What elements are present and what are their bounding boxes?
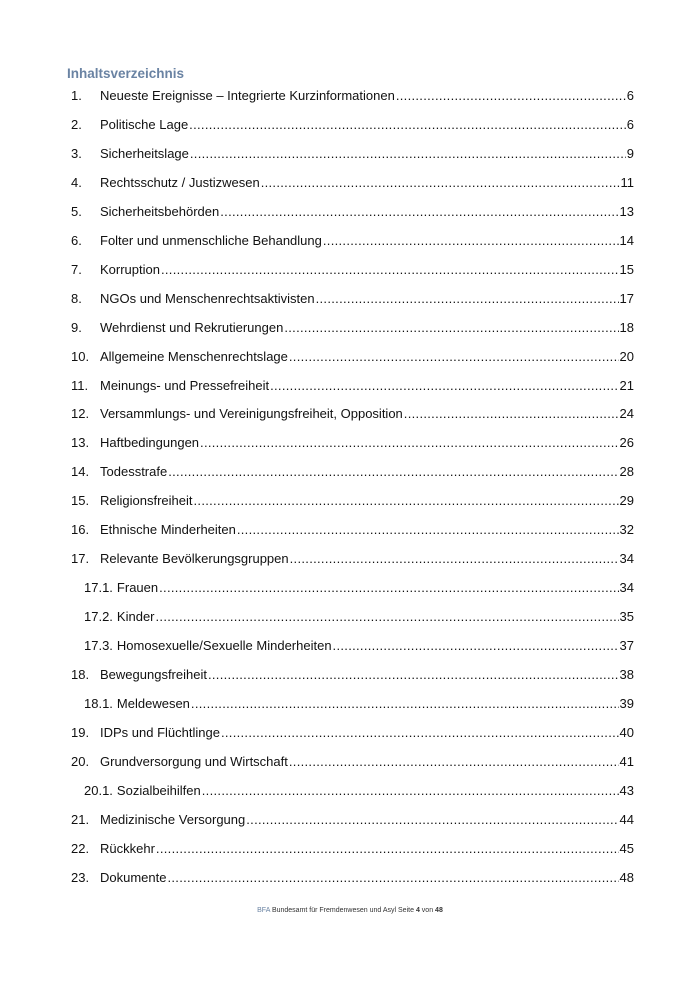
toc-entry-number: 8. <box>71 290 82 306</box>
toc-entry-number: 10. <box>71 348 90 364</box>
toc-entry-number: 19. <box>71 724 90 740</box>
toc-entry-title[interactable]: Versammlungs- und Vereinigungsfreiheit, Opposition <box>100 406 403 422</box>
dot-leader <box>208 667 619 682</box>
toc-entry-number: 17. <box>71 551 90 567</box>
toc-entry[interactable] <box>71 320 634 349</box>
toc-entry-number: 22. <box>71 840 90 856</box>
dot-leader <box>246 812 618 827</box>
toc-entry-page: 48 <box>619 869 634 885</box>
toc-entry-page: 35 <box>619 609 634 625</box>
toc-entry-number: 2. <box>71 116 82 132</box>
toc-entry[interactable] <box>71 88 634 117</box>
dot-leader <box>404 406 619 421</box>
dot-leader <box>159 580 618 595</box>
toc-entry[interactable] <box>71 146 634 175</box>
toc-entry[interactable] <box>71 175 634 204</box>
toc-entry-title[interactable]: Folter und unmenschliche Behandlung <box>100 232 322 248</box>
toc-entry-number: 6. <box>71 232 82 248</box>
toc-entry-page: 21 <box>619 377 634 393</box>
toc-entry-title[interactable]: Ethnische Minderheiten <box>100 522 236 538</box>
toc-entry-title[interactable]: Grundversorgung und Wirtschaft <box>100 753 288 769</box>
toc-entry[interactable] <box>71 493 634 522</box>
toc-entry-number: 5. <box>71 203 82 219</box>
toc-entry-number: 9. <box>71 319 82 335</box>
toc-entry-page: 13 <box>619 203 634 219</box>
dot-leader <box>284 320 618 335</box>
toc-entry-number: 18. <box>71 667 90 683</box>
toc-entry-page: 41 <box>619 753 634 769</box>
dot-leader <box>289 349 619 364</box>
toc-entry[interactable] <box>71 870 634 899</box>
toc-entry-number: 18.1. <box>84 696 113 712</box>
toc-entry[interactable] <box>71 754 634 783</box>
dot-leader <box>220 204 618 219</box>
toc-entry-title[interactable]: Sicherheitsbehörden <box>100 203 220 219</box>
toc-entry-title[interactable]: Kinder <box>116 609 155 625</box>
toc-entry-title[interactable]: Meldewesen <box>116 696 190 712</box>
toc-entry-title[interactable]: Todesstrafe <box>100 464 168 480</box>
dot-leader <box>290 551 619 566</box>
toc-entry-number: 16. <box>71 522 90 538</box>
dot-leader <box>333 638 619 653</box>
toc-entry-title[interactable]: Haftbedingungen <box>100 435 200 451</box>
toc-entry-page: 34 <box>619 580 634 596</box>
dot-leader <box>156 841 619 856</box>
toc-entry-page: 45 <box>619 840 634 856</box>
toc-entry-page: 24 <box>619 406 634 422</box>
toc-entry-title[interactable]: Relevante Bevölkerungsgruppen <box>100 551 289 567</box>
toc-entry-number: 15. <box>71 493 90 509</box>
toc-entry-page: 14 <box>619 232 634 248</box>
toc-entry-number: 17.2. <box>84 609 113 625</box>
toc-entry-page: 34 <box>619 551 634 567</box>
toc-entry-number: 17.1. <box>84 580 113 596</box>
toc-entry-title[interactable]: IDPs und Flüchtlinge <box>100 724 220 740</box>
dot-leader <box>289 754 619 769</box>
page-footer <box>0 907 700 914</box>
toc-entry[interactable] <box>71 117 634 146</box>
dot-leader <box>168 464 618 479</box>
toc-entry[interactable] <box>71 841 634 870</box>
toc-entry-title[interactable]: Frauen <box>116 580 159 596</box>
toc-entry-page: 9 <box>626 145 634 161</box>
toc-entry[interactable] <box>71 638 634 667</box>
dot-leader <box>261 175 620 190</box>
dot-leader <box>161 262 619 277</box>
toc-entry[interactable] <box>71 291 634 320</box>
toc-entry-page: 38 <box>619 667 634 683</box>
dot-leader <box>396 88 626 103</box>
toc-entry-title[interactable]: Neueste Ereignisse – Integrierte Kurzinformationen <box>100 88 395 103</box>
dot-leader <box>189 117 626 132</box>
toc-entry-page: 20 <box>619 348 634 364</box>
toc-entry-title[interactable]: Medizinische Versorgung <box>100 811 246 827</box>
toc-entry-number: 11. <box>71 377 89 393</box>
toc-entry[interactable] <box>71 609 634 638</box>
toc-entry-number: 4. <box>71 174 82 190</box>
toc-entry-number: 1. <box>71 88 82 103</box>
toc-entry-number: 12. <box>71 406 90 422</box>
dot-leader <box>221 725 619 740</box>
toc-entry[interactable] <box>71 406 634 435</box>
toc-entry-page: 44 <box>619 811 634 827</box>
toc-entry-page: 15 <box>619 261 634 277</box>
toc-entry[interactable] <box>71 725 634 754</box>
dot-leader <box>316 291 619 306</box>
toc-entry-page: 40 <box>619 724 634 740</box>
toc-entry[interactable] <box>71 667 634 696</box>
toc-entry-page: 32 <box>619 522 634 538</box>
toc-entry-number: 13. <box>71 435 90 451</box>
toc-entry-number: 20. <box>71 753 90 769</box>
dot-leader <box>191 696 619 711</box>
toc-title: Inhaltsverzeichnis <box>67 66 185 81</box>
toc-entry-number: 21. <box>71 811 90 827</box>
toc-entry-page: 11 <box>620 174 634 190</box>
toc-entry-page: 28 <box>619 464 634 480</box>
toc-entry-page: 6 <box>626 116 634 132</box>
toc-entry[interactable] <box>71 435 634 464</box>
toc-entry[interactable] <box>71 696 634 725</box>
table-of-contents <box>71 88 634 899</box>
toc-entry-title[interactable]: Homosexuelle/Sexuelle Minderheiten <box>116 638 332 654</box>
toc-entry-page: 37 <box>619 638 634 654</box>
toc-entry-title[interactable]: Korruption <box>100 261 160 277</box>
toc-entry[interactable] <box>71 378 634 407</box>
footer-brand: BFA <box>257 907 270 914</box>
toc-entry[interactable] <box>71 783 634 812</box>
dot-leader <box>194 493 619 508</box>
toc-entry-number: 17.3. <box>84 638 113 654</box>
footer-of-label: von <box>421 907 434 914</box>
toc-entry-page: 39 <box>619 696 634 712</box>
toc-entry-title[interactable]: Sicherheitslage <box>100 145 189 161</box>
footer-total-pages: 48 <box>435 907 443 914</box>
toc-entry-page: 18 <box>619 319 634 335</box>
dot-leader <box>167 870 618 885</box>
toc-entry-number: 23. <box>71 869 90 885</box>
toc-entry[interactable] <box>71 233 634 262</box>
toc-entry-title[interactable]: Meinungs- und Pressefreiheit <box>100 377 270 393</box>
toc-entry[interactable] <box>71 464 634 493</box>
toc-entry-page: 29 <box>619 493 634 509</box>
toc-entry-title[interactable]: Dokumente <box>100 869 167 885</box>
dot-leader <box>200 435 619 450</box>
toc-entry-page: 43 <box>619 782 634 798</box>
dot-leader <box>270 378 618 393</box>
dot-leader <box>323 233 619 248</box>
dot-leader <box>156 609 619 624</box>
toc-entry-title[interactable]: Politische Lage <box>100 116 189 132</box>
toc-entry-number: 20.1. <box>84 782 113 798</box>
footer-page-label: Seite <box>398 907 414 914</box>
dot-leader <box>202 783 619 798</box>
footer-page-number: 4 <box>415 907 420 914</box>
toc-entry[interactable] <box>71 551 634 580</box>
footer-org: Bundesamt für Fremdenwesen und Asyl <box>271 907 397 914</box>
toc-entry-title[interactable]: Religionsfreiheit <box>100 493 193 509</box>
toc-entry-page: 17 <box>619 290 634 306</box>
toc-entry-title[interactable]: Sozialbeihilfen <box>116 782 201 798</box>
toc-entry-number: 7. <box>71 261 82 277</box>
toc-entry[interactable] <box>71 262 634 291</box>
toc-entry-title[interactable]: Wehrdienst und Rekrutierungen <box>100 319 284 335</box>
toc-entry-number: 3. <box>71 145 82 161</box>
toc-entry-page: 26 <box>619 435 634 451</box>
toc-entry-title[interactable]: Bewegungsfreiheit <box>100 667 207 683</box>
dot-leader <box>190 146 626 161</box>
toc-entry[interactable] <box>71 580 634 609</box>
toc-entry-number: 14. <box>71 464 90 480</box>
toc-entry-title[interactable]: Rückkehr <box>100 840 155 856</box>
toc-entry-page: 6 <box>626 88 634 103</box>
toc-entry-title[interactable]: NGOs und Menschenrechtsaktivisten <box>100 290 315 306</box>
toc-entry[interactable] <box>71 204 634 233</box>
dot-leader <box>237 522 619 537</box>
toc-entry[interactable] <box>71 522 634 551</box>
toc-entry[interactable] <box>71 812 634 841</box>
toc-entry-title[interactable]: Allgemeine Menschenrechtslage <box>100 348 288 364</box>
toc-entry[interactable] <box>71 349 634 378</box>
toc-entry-title[interactable]: Rechtsschutz / Justizwesen <box>100 174 260 190</box>
